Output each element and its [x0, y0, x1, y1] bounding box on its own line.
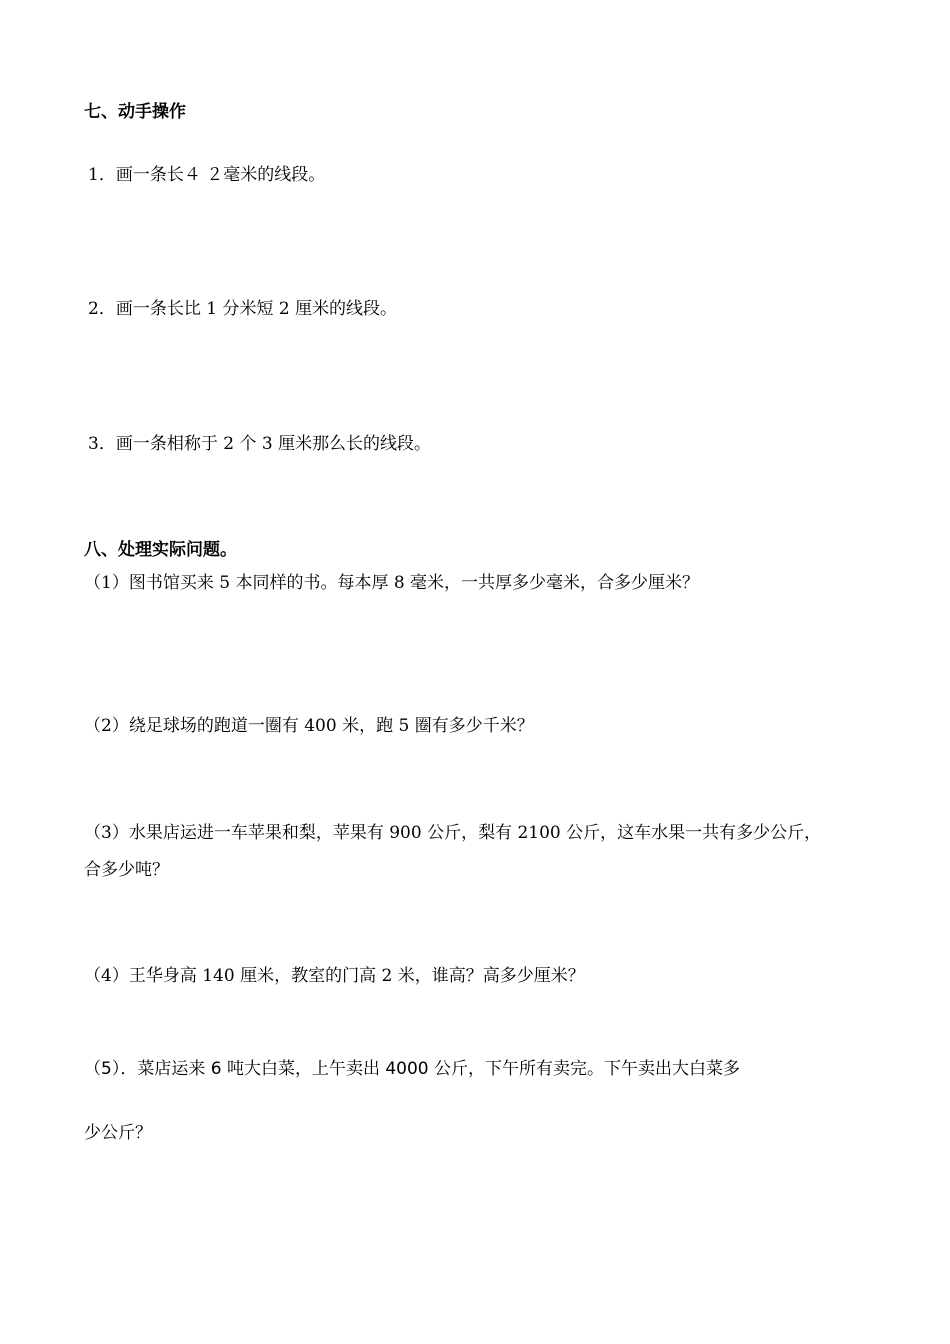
question-4: （4）王华身高 140 厘米，教室的门高 2 米，谁高？高多少厘米？ [84, 966, 585, 986]
question-5-line-1: （5）．菜店运来 6 吨大白菜，上午卖出 4000 公斤，下午所有卖完。下午卖出大白菜多 [84, 1059, 741, 1079]
section-7-title: 七、动手操作 [84, 102, 186, 122]
question-3-line-2: 合多少吨？ [84, 860, 169, 880]
question-2: （2）绕足球场的跑道一圈有 400 米，跑 5 圈有多少千米？ [84, 716, 534, 736]
question-5-line-2: 少公斤？ [84, 1123, 152, 1143]
section-8-title: 八、处理实际问题。 [84, 540, 237, 560]
section-7-item-3: 3．画一条相称于 2 个 3 厘米那么长的线段。 [88, 434, 432, 454]
question-1: （1）图书馆买来 5 本同样的书。每本厚 8 毫米，一共厚多少毫米，合多少厘米？ [84, 573, 700, 593]
section-7-item-1: 1．画一条长４ ２毫米的线段。 [88, 165, 326, 185]
question-3-line-1: （3）水果店运进一车苹果和梨，苹果有 900 公斤，梨有 2100 公斤，这车水果一共有多少公斤， [84, 823, 822, 843]
section-7-item-2: 2．画一条长比 1 分米短 2 厘米的线段。 [88, 299, 398, 319]
